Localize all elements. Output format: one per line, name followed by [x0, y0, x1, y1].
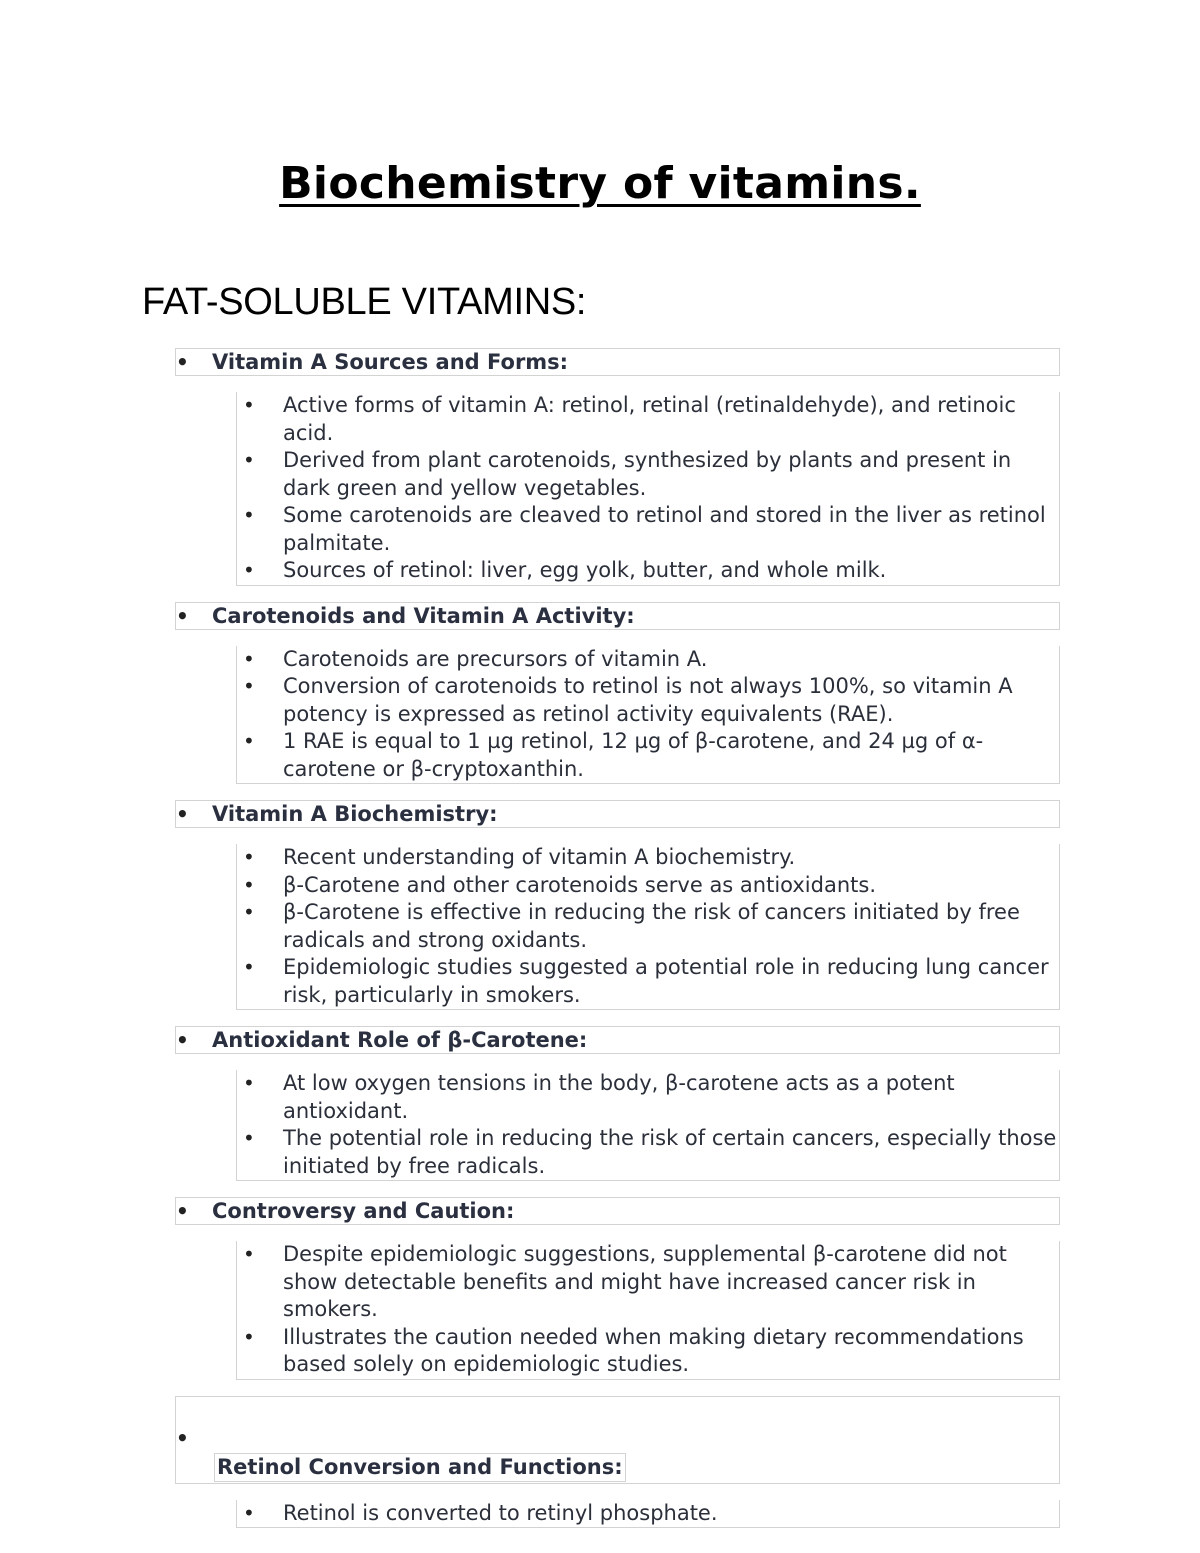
bullet-icon: •	[243, 1126, 255, 1150]
bullet-icon: •	[243, 729, 255, 753]
bullet-icon: •	[243, 646, 255, 671]
section-heading: FAT-SOLUBLE VITAMINS:	[142, 281, 587, 323]
list-item	[237, 447, 1059, 502]
topic-detail-list	[236, 1241, 1060, 1380]
bullet-icon: •	[176, 802, 189, 826]
bullet-icon: •	[243, 955, 255, 979]
topic-detail-list	[236, 1070, 1060, 1181]
bullet-icon: •	[243, 1242, 255, 1266]
list-item-text: β-Carotene and other carotenoids serve as antioxidants.	[283, 872, 876, 897]
list-item-text: Despite epidemiologic suggestions, supplemental β-carotene did not show detectable benefits and might have increased cancer risk in smokers.	[283, 1242, 1007, 1321]
list-item	[237, 1500, 1059, 1528]
list-item	[237, 1125, 1059, 1180]
list-item-text: β-Carotene is effective in reducing the risk of cancers initiated by free radicals and strong oxidants.	[283, 900, 1020, 952]
topic-heading: Retinol Conversion and Functions:	[214, 1453, 626, 1482]
page-title: Biochemistry of vitamins.	[279, 158, 921, 209]
topic-detail-list	[236, 844, 1060, 1010]
list-item	[237, 392, 1059, 447]
topic-heading-row	[175, 1396, 1060, 1484]
list-item	[237, 1070, 1059, 1125]
bullet-icon: •	[176, 603, 189, 628]
topic-heading-row	[175, 1197, 1060, 1225]
list-item	[237, 646, 1059, 674]
list-item-text: Some carotenoids are cleaved to retinol and stored in the liver as retinol palmitate.	[283, 503, 1046, 555]
list-item-text: Active forms of vitamin A: retinol, retinal (retinaldehyde), and retinoic acid.	[283, 393, 1016, 445]
list-item-text: Sources of retinol: liver, egg yolk, butter, and whole milk.	[283, 558, 887, 582]
bullet-icon: •	[176, 1199, 189, 1223]
list-item	[237, 728, 1059, 783]
list-item-text: Retinol is converted to retinyl phosphate.	[283, 1500, 718, 1525]
list-item	[237, 844, 1059, 872]
list-item-text: Conversion of carotenoids to retinol is not always 100%, so vitamin A potency is expressed as retinol activity equivalents (RAE).	[283, 674, 1013, 726]
list-item-text: 1 RAE is equal to 1 µg retinol, 12 µg of β-carotene, and 24 µg of α-carotene or β-cryptoxanthin.	[283, 729, 984, 781]
list-item	[237, 954, 1059, 1009]
list-item	[237, 899, 1059, 954]
topic-heading-row	[175, 1026, 1060, 1054]
bullet-icon: •	[243, 1324, 255, 1349]
bullet-icon: •	[243, 448, 255, 472]
list-item	[237, 1324, 1059, 1379]
bullet-icon: •	[243, 1071, 255, 1095]
topic-heading-row	[175, 602, 1060, 630]
list-item-text: Carotenoids are precursors of vitamin A.	[283, 646, 708, 671]
topic-heading-row	[175, 348, 1060, 376]
topic-detail-list	[236, 1500, 1060, 1529]
topic-heading: Vitamin A Biochemistry:	[212, 802, 498, 826]
topic-heading: Carotenoids and Vitamin A Activity:	[212, 603, 635, 628]
bullet-icon: •	[243, 900, 255, 924]
bullet-icon: •	[243, 1500, 255, 1525]
list-item	[237, 557, 1059, 585]
bullet-icon: •	[243, 872, 255, 897]
topic-heading: Antioxidant Role of β-Carotene:	[212, 1028, 588, 1052]
bullet-icon: •	[176, 1425, 189, 1450]
list-item	[237, 673, 1059, 728]
list-item-text: Derived from plant carotenoids, synthesized by plants and present in dark green and yellow vegetables.	[283, 448, 1012, 500]
list-item-text: The potential role in reducing the risk of certain cancers, especially those initiated by free radicals.	[283, 1126, 1057, 1178]
vitamin-outline	[175, 348, 1060, 1544]
list-item-text: Illustrates the caution needed when making dietary recommendations based solely on epidemiologic studies.	[283, 1324, 1024, 1376]
bullet-icon: •	[176, 350, 189, 374]
bullet-icon: •	[243, 503, 255, 527]
topic-heading: Controversy and Caution:	[212, 1199, 515, 1223]
list-item-text: At low oxygen tensions in the body, β-carotene acts as a potent antioxidant.	[283, 1071, 955, 1123]
list-item-text: Recent understanding of vitamin A biochemistry.	[283, 845, 796, 869]
bullet-icon: •	[243, 393, 255, 417]
list-item	[237, 872, 1059, 900]
bullet-icon: •	[243, 674, 255, 698]
bullet-icon: •	[176, 1028, 189, 1052]
bullet-icon: •	[243, 845, 255, 869]
list-item-text: Epidemiologic studies suggested a potential role in reducing lung cancer risk, particularly in smokers.	[283, 955, 1049, 1007]
topic-detail-list	[236, 392, 1060, 586]
topic-detail-list	[236, 646, 1060, 785]
list-item	[237, 1241, 1059, 1324]
list-item	[237, 502, 1059, 557]
bullet-icon: •	[243, 558, 255, 582]
topic-heading: Vitamin A Sources and Forms:	[212, 350, 569, 374]
topic-heading-row	[175, 800, 1060, 828]
